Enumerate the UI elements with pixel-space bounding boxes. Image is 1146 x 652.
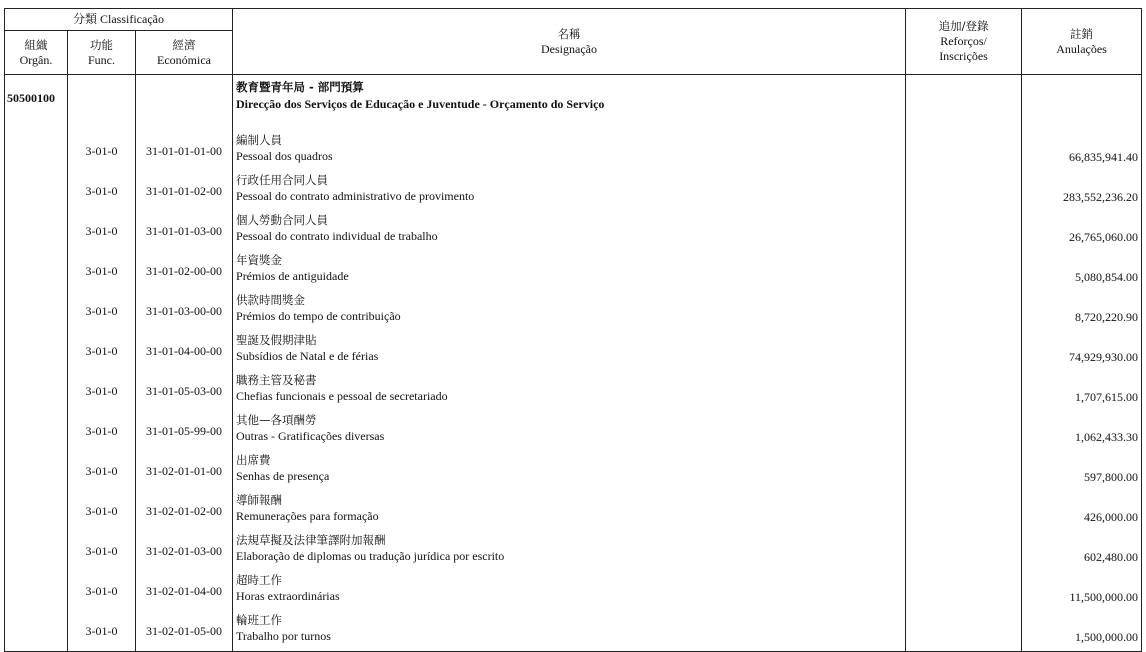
table-row <box>5 371 1142 411</box>
designation-cell <box>233 491 906 531</box>
econ-code: 31-02-01-05-00 <box>136 611 233 652</box>
table-row <box>5 331 1142 371</box>
org-cell <box>5 291 68 331</box>
section-row <box>5 75 1142 132</box>
reforcos-cell <box>906 171 1022 211</box>
econ-code: 31-02-01-03-00 <box>136 531 233 571</box>
anulacoes-value: 66,835,941.40 <box>1022 131 1142 171</box>
econ-code: 31-01-01-01-00 <box>136 131 233 171</box>
funcional-header: 功能 Func. <box>68 31 136 75</box>
designation-pt: Trabalho por turnos <box>236 629 331 643</box>
func-code: 3-01-0 <box>68 131 136 171</box>
designation-pt: Remunerações para formação <box>236 509 379 523</box>
econ-code: 31-01-05-99-00 <box>136 411 233 451</box>
designation-zh: 輪班工作 <box>236 613 283 627</box>
economica-header: 經濟 Económica <box>136 31 233 75</box>
org-cell <box>5 171 68 211</box>
table-row <box>5 451 1142 491</box>
designation-zh: 年資獎金 <box>236 253 283 267</box>
table-row <box>5 251 1142 291</box>
designation-zh: 法規草擬及法律筆譯附加報酬 <box>236 533 386 547</box>
designation-zh: 導師報酬 <box>236 493 283 507</box>
org-cell <box>5 411 68 451</box>
section-org-code: 50500100 <box>5 75 68 132</box>
table-row <box>5 491 1142 531</box>
reforcos-cell <box>906 251 1022 291</box>
designation-pt: Prémios de antiguidade <box>236 269 349 283</box>
org-cell <box>5 371 68 411</box>
anulacoes-value: 602,480.00 <box>1022 531 1142 571</box>
reforcos-cell <box>906 491 1022 531</box>
anulacoes-value: 5,080,854.00 <box>1022 251 1142 291</box>
anulacoes-value: 426,000.00 <box>1022 491 1142 531</box>
designation-zh: 個人勞動合同人員 <box>236 213 329 227</box>
econ-code: 31-02-01-01-00 <box>136 451 233 491</box>
org-cell <box>5 531 68 571</box>
org-cell <box>5 571 68 611</box>
table-row <box>5 411 1142 451</box>
reforcos-cell <box>906 131 1022 171</box>
anulacoes-header: 註銷 Anulações <box>1022 9 1142 75</box>
designation-cell <box>233 171 906 211</box>
designation-zh: 行政任用合同人員 <box>236 173 329 187</box>
table-row <box>5 211 1142 251</box>
reforcos-cell <box>906 451 1022 491</box>
designation-pt: Prémios do tempo de contribuição <box>236 309 401 323</box>
func-code: 3-01-0 <box>68 571 136 611</box>
anulacoes-value: 8,720,220.90 <box>1022 291 1142 331</box>
func-code: 3-01-0 <box>68 451 136 491</box>
reforcos-header: 追加/登錄 Reforços/ Inscrições <box>906 9 1022 75</box>
organica-header: 組織 Orgân. <box>5 31 68 75</box>
reforcos-cell <box>906 331 1022 371</box>
reforcos-cell <box>906 291 1022 331</box>
func-code: 3-01-0 <box>68 251 136 291</box>
anulacoes-value: 1,062,433.30 <box>1022 411 1142 451</box>
func-code: 3-01-0 <box>68 531 136 571</box>
anulacoes-value: 1,500,000.00 <box>1022 611 1142 652</box>
designation-cell <box>233 131 906 171</box>
org-cell <box>5 131 68 171</box>
budget-table <box>4 8 1142 652</box>
func-code: 3-01-0 <box>68 291 136 331</box>
org-cell <box>5 491 68 531</box>
designation-zh: 職務主管及秘書 <box>236 373 317 387</box>
designation-zh: 編制人員 <box>236 133 283 147</box>
reforcos-cell <box>906 371 1022 411</box>
designation-pt: Horas extraordinárias <box>236 589 340 603</box>
designation-cell <box>233 331 906 371</box>
func-code: 3-01-0 <box>68 371 136 411</box>
org-cell <box>5 331 68 371</box>
reforcos-cell <box>906 211 1022 251</box>
designation-pt: Pessoal dos quadros <box>236 149 333 163</box>
designation-cell <box>233 291 906 331</box>
designation-pt: Subsídios de Natal e de férias <box>236 349 379 363</box>
econ-code: 31-02-01-04-00 <box>136 571 233 611</box>
econ-code: 31-01-01-02-00 <box>136 171 233 211</box>
classification-header: 分類 Classificação <box>5 9 233 31</box>
designation-cell <box>233 251 906 291</box>
func-code: 3-01-0 <box>68 331 136 371</box>
designation-cell <box>233 371 906 411</box>
designation-pt: Outras - Gratificações diversas <box>236 429 385 443</box>
table-row <box>5 171 1142 211</box>
func-code: 3-01-0 <box>68 211 136 251</box>
designation-zh: 其他—各項酬勞 <box>236 413 317 427</box>
designation-cell <box>233 451 906 491</box>
designation-zh: 供款時間獎金 <box>236 293 306 307</box>
func-code: 3-01-0 <box>68 611 136 652</box>
table-row <box>5 611 1142 652</box>
reforcos-cell <box>906 411 1022 451</box>
designation-cell <box>233 531 906 571</box>
econ-code: 31-01-05-03-00 <box>136 371 233 411</box>
org-cell <box>5 451 68 491</box>
func-code: 3-01-0 <box>68 171 136 211</box>
anulacoes-value: 26,765,060.00 <box>1022 211 1142 251</box>
designation-pt: Elaboração de diplomas ou tradução jurídica por escrito <box>236 549 505 563</box>
anulacoes-value: 11,500,000.00 <box>1022 571 1142 611</box>
designation-header: 名稱 Designação <box>233 9 906 75</box>
designation-cell <box>233 611 906 652</box>
econ-code: 31-01-04-00-00 <box>136 331 233 371</box>
org-cell <box>5 611 68 652</box>
designation-pt: Pessoal do contrato individual de trabalho <box>236 229 438 243</box>
econ-code: 31-01-03-00-00 <box>136 291 233 331</box>
section-title: 教育暨青年局 - 部門預算 Direcção dos Serviços de Educação e Juventude - Orçamento do Serviço <box>233 75 906 132</box>
table-row <box>5 571 1142 611</box>
func-code: 3-01-0 <box>68 411 136 451</box>
designation-pt: Pessoal do contrato administrativo de provimento <box>236 189 475 203</box>
econ-code: 31-01-01-03-00 <box>136 211 233 251</box>
designation-cell <box>233 411 906 451</box>
econ-code: 31-02-01-02-00 <box>136 491 233 531</box>
anulacoes-value: 597,800.00 <box>1022 451 1142 491</box>
reforcos-cell <box>906 531 1022 571</box>
org-cell <box>5 211 68 251</box>
designation-cell <box>233 211 906 251</box>
designation-zh: 出席費 <box>236 453 271 467</box>
org-cell <box>5 251 68 291</box>
table-row <box>5 131 1142 171</box>
reforcos-cell <box>906 571 1022 611</box>
designation-pt: Senhas de presença <box>236 469 330 483</box>
table-row <box>5 291 1142 331</box>
anulacoes-value: 1,707,615.00 <box>1022 371 1142 411</box>
reforcos-cell <box>906 611 1022 652</box>
func-code: 3-01-0 <box>68 491 136 531</box>
designation-pt: Chefias funcionais e pessoal de secretariado <box>236 389 448 403</box>
designation-cell <box>233 571 906 611</box>
anulacoes-value: 74,929,930.00 <box>1022 331 1142 371</box>
table-row <box>5 531 1142 571</box>
anulacoes-value: 283,552,236.20 <box>1022 171 1142 211</box>
designation-zh: 聖誕及假期津貼 <box>236 333 317 347</box>
econ-code: 31-01-02-00-00 <box>136 251 233 291</box>
designation-zh: 超時工作 <box>236 573 283 587</box>
